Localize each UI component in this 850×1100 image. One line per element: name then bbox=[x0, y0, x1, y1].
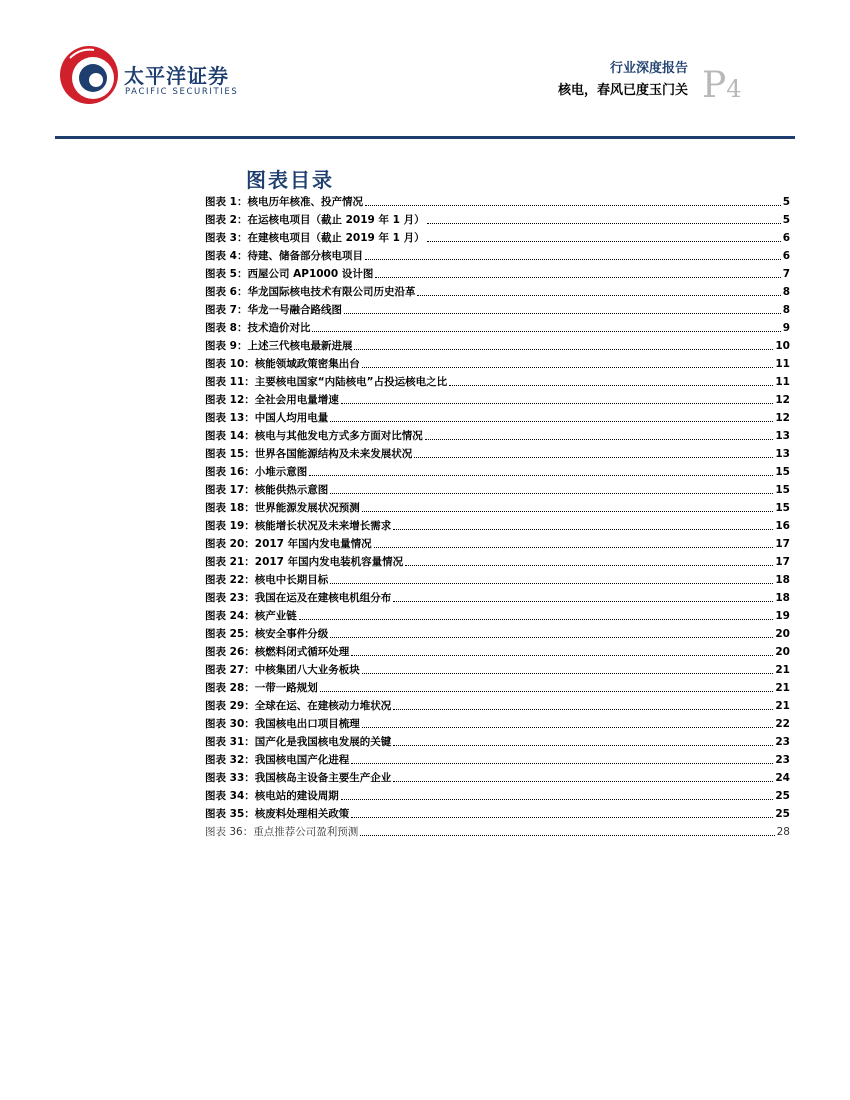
toc-entry[interactable] bbox=[205, 805, 790, 823]
toc-entry-page: 13 bbox=[775, 448, 790, 460]
toc-entry-page: 25 bbox=[775, 808, 790, 820]
toc-entry-page: 15 bbox=[775, 484, 790, 496]
toc-entry-page: 21 bbox=[775, 682, 790, 694]
toc-entry-label: 图表 31：国产化是我国核电发展的关键 bbox=[205, 736, 392, 748]
toc-entry[interactable] bbox=[205, 823, 790, 841]
toc-entry[interactable] bbox=[205, 229, 790, 247]
toc-entry-page: 25 bbox=[775, 790, 790, 802]
toc-entry-label: 图表 36：重点推荐公司盈利预测 bbox=[205, 826, 359, 838]
toc-entry-label: 图表 30：我国核电出口项目梳理 bbox=[205, 718, 360, 730]
toc-leader-dots bbox=[362, 366, 774, 368]
toc-entry[interactable] bbox=[205, 589, 790, 607]
toc-entry[interactable] bbox=[205, 679, 790, 697]
toc-entry-label: 图表 22：核电中长期目标 bbox=[205, 574, 329, 586]
toc-entry[interactable] bbox=[205, 409, 790, 427]
toc-leader-dots bbox=[312, 330, 780, 332]
toc-entry[interactable] bbox=[205, 283, 790, 301]
brand-name-cn: 太平洋证券 bbox=[124, 64, 229, 88]
toc-entry[interactable] bbox=[205, 319, 790, 337]
toc-entry-label: 图表 7：华龙一号融合路线图 bbox=[205, 304, 342, 316]
toc-entry-label: 图表 28：一带一路规划 bbox=[205, 682, 318, 694]
page-digit: 4 bbox=[726, 75, 742, 103]
toc-leader-dots bbox=[362, 726, 774, 728]
toc-entry-page: 23 bbox=[775, 736, 790, 748]
toc-entry[interactable] bbox=[205, 787, 790, 805]
toc-leader-dots bbox=[375, 276, 780, 278]
report-type: 行业深度报告 bbox=[609, 61, 688, 76]
toc-entry-label: 图表 13：中国人均用电量 bbox=[205, 412, 329, 424]
toc-entry-page: 22 bbox=[775, 718, 790, 730]
toc-entry-page: 20 bbox=[775, 646, 790, 658]
toc-entry-page: 8 bbox=[782, 286, 790, 298]
toc-leader-dots bbox=[427, 222, 781, 224]
toc-entry-page: 18 bbox=[775, 592, 790, 604]
toc-entry-label: 图表 8：技术造价对比 bbox=[205, 322, 311, 334]
toc-leader-dots bbox=[330, 420, 773, 422]
toc-entry[interactable] bbox=[205, 769, 790, 787]
report-title: 核电，春风已度玉门关 bbox=[557, 83, 688, 98]
toc-entry-page: 17 bbox=[775, 538, 790, 550]
toc-leader-dots bbox=[351, 654, 773, 656]
toc-entry-page: 23 bbox=[775, 754, 790, 766]
toc-entry[interactable] bbox=[205, 733, 790, 751]
toc-entry-page: 10 bbox=[775, 340, 790, 352]
toc-entry-page: 13 bbox=[775, 430, 790, 442]
toc-entry-label: 图表 2：在运核电项目（截止 2019 年 1 月） bbox=[205, 214, 425, 226]
toc-entry-label: 图表 19：核能增长状况及未来增长需求 bbox=[205, 520, 392, 532]
toc-leader-dots bbox=[393, 780, 773, 782]
toc-entry-page: 8 bbox=[782, 304, 790, 316]
toc-leader-dots bbox=[299, 618, 774, 620]
toc-leader-dots bbox=[344, 312, 781, 314]
toc-entry-label: 图表 20：2017 年国内发电量情况 bbox=[205, 538, 372, 550]
toc-entry-label: 图表 3：在建核电项目（截止 2019 年 1 月） bbox=[205, 232, 425, 244]
toc-entry-page: 11 bbox=[775, 358, 790, 370]
toc-entry-label: 图表 32：我国核电国产化进程 bbox=[205, 754, 350, 766]
toc-entry-label: 图表 34：核电站的建设周期 bbox=[205, 790, 339, 802]
toc-entry-label: 图表 23：我国在运及在建核电机组分布 bbox=[205, 592, 392, 604]
toc-entry-label: 图表 27：中核集团八大业务板块 bbox=[205, 664, 360, 676]
toc-leader-dots bbox=[362, 672, 774, 674]
toc-entry-page: 12 bbox=[775, 394, 790, 406]
toc-entry-label: 图表 6：华龙国际核电技术有限公司历史沿革 bbox=[205, 286, 416, 298]
toc-entry[interactable] bbox=[205, 211, 790, 229]
toc-entry[interactable] bbox=[205, 391, 790, 409]
toc-entry-page: 21 bbox=[775, 700, 790, 712]
toc-entry[interactable] bbox=[205, 499, 790, 517]
toc-entry-label: 图表 15：世界各国能源结构及未来发展状况 bbox=[205, 448, 413, 460]
toc-entry[interactable] bbox=[205, 301, 790, 319]
toc-entry-page: 28 bbox=[776, 826, 790, 838]
toc-entry-label: 图表 10：核能领域政策密集出台 bbox=[205, 358, 360, 370]
toc-entry-label: 图表 18：世界能源发展状况预测 bbox=[205, 502, 360, 514]
brand-name-en: PACIFIC SECURITIES bbox=[125, 87, 239, 97]
toc-entry-label: 图表 11：主要核电国家“内陆核电”占投运核电之比 bbox=[205, 376, 448, 388]
toc-entry-page: 20 bbox=[775, 628, 790, 640]
toc-leader-dots bbox=[330, 636, 773, 638]
toc-entry-label: 图表 16：小堆示意图 bbox=[205, 466, 308, 478]
toc-entry-label: 图表 4：待建、储备部分核电项目 bbox=[205, 250, 363, 262]
toc-leader-dots bbox=[414, 456, 773, 458]
toc-leader-dots bbox=[341, 798, 774, 800]
toc-entry-label: 图表 21：2017 年国内发电装机容量情况 bbox=[205, 556, 404, 568]
toc-entry-label: 图表 12：全社会用电量增速 bbox=[205, 394, 339, 406]
toc-leader-dots bbox=[320, 690, 774, 692]
toc-leader-dots bbox=[360, 834, 774, 836]
toc-leader-dots bbox=[425, 438, 774, 440]
toc-entry[interactable] bbox=[205, 481, 790, 499]
toc-entry[interactable] bbox=[205, 355, 790, 373]
toc-entry[interactable] bbox=[205, 247, 790, 265]
toc-list bbox=[205, 193, 790, 841]
brand-logo-icon bbox=[58, 44, 120, 106]
toc-entry[interactable] bbox=[205, 661, 790, 679]
toc-entry-page: 6 bbox=[782, 232, 790, 244]
toc-leader-dots bbox=[351, 762, 773, 764]
toc-entry-page: 17 bbox=[775, 556, 790, 568]
toc-entry-label: 图表 25：核安全事件分级 bbox=[205, 628, 329, 640]
toc-leader-dots bbox=[330, 582, 773, 584]
page-number bbox=[702, 65, 742, 106]
toc-entry-label: 图表 24：核产业链 bbox=[205, 610, 297, 622]
toc-leader-dots bbox=[393, 744, 773, 746]
toc-entry-label: 图表 5：西屋公司 AP1000 设计图 bbox=[205, 268, 374, 280]
toc-entry[interactable] bbox=[205, 427, 790, 445]
toc-entry-page: 18 bbox=[775, 574, 790, 586]
toc-entry[interactable] bbox=[205, 571, 790, 589]
toc-leader-dots bbox=[393, 600, 773, 602]
toc-entry[interactable] bbox=[205, 643, 790, 661]
toc-leader-dots bbox=[449, 384, 773, 386]
toc-entry-page: 6 bbox=[782, 250, 790, 262]
toc-entry-label: 图表 1：核电历年核准、投产情况 bbox=[205, 196, 363, 208]
toc-leader-dots bbox=[365, 258, 781, 260]
toc-leader-dots bbox=[362, 510, 774, 512]
toc-entry[interactable] bbox=[205, 553, 790, 571]
toc-leader-dots bbox=[351, 816, 773, 818]
toc-entry-page: 15 bbox=[775, 466, 790, 478]
toc-entry-label: 图表 29：全球在运、在建核动力堆状况 bbox=[205, 700, 392, 712]
toc-entry-label: 图表 17：核能供热示意图 bbox=[205, 484, 329, 496]
toc-leader-dots bbox=[405, 564, 773, 566]
header-divider bbox=[55, 136, 795, 139]
toc-entry-page: 21 bbox=[775, 664, 790, 676]
toc-leader-dots bbox=[365, 204, 781, 206]
toc-leader-dots bbox=[374, 546, 774, 548]
toc-entry[interactable] bbox=[205, 265, 790, 283]
toc-entry[interactable] bbox=[205, 697, 790, 715]
toc-entry-label: 图表 14：核电与其他发电方式多方面对比情况 bbox=[205, 430, 423, 442]
toc-leader-dots bbox=[393, 708, 773, 710]
toc-leader-dots bbox=[341, 402, 774, 404]
toc-entry-page: 5 bbox=[782, 214, 790, 226]
toc-entry-page: 9 bbox=[782, 322, 790, 334]
toc-leader-dots bbox=[330, 492, 773, 494]
toc-entry[interactable] bbox=[205, 337, 790, 355]
toc-entry[interactable] bbox=[205, 535, 790, 553]
toc-entry[interactable] bbox=[205, 373, 790, 391]
toc-entry[interactable] bbox=[205, 517, 790, 535]
toc-heading: 图表目录 bbox=[246, 168, 334, 192]
toc-entry-page: 12 bbox=[775, 412, 790, 424]
toc-leader-dots bbox=[309, 474, 773, 476]
page-letter: P bbox=[702, 65, 727, 106]
toc-entry-page: 15 bbox=[775, 502, 790, 514]
toc-entry[interactable] bbox=[205, 751, 790, 769]
toc-entry-label: 图表 33：我国核岛主设备主要生产企业 bbox=[205, 772, 392, 784]
toc-entry-page: 5 bbox=[782, 196, 790, 208]
toc-entry[interactable] bbox=[205, 463, 790, 481]
toc-entry-page: 19 bbox=[775, 610, 790, 622]
toc-entry-page: 11 bbox=[775, 376, 790, 388]
toc-entry-label: 图表 35：核废料处理相关政策 bbox=[205, 808, 350, 820]
toc-entry-page: 24 bbox=[775, 772, 790, 784]
toc-entry[interactable] bbox=[205, 445, 790, 463]
toc-entry-page: 7 bbox=[782, 268, 790, 280]
toc-entry-page: 16 bbox=[775, 520, 790, 532]
toc-entry[interactable] bbox=[205, 607, 790, 625]
toc-entry-label: 图表 26：核燃料闭式循环处理 bbox=[205, 646, 350, 658]
toc-entry-label: 图表 9：上述三代核电最新进展 bbox=[205, 340, 353, 352]
toc-leader-dots bbox=[393, 528, 773, 530]
toc-leader-dots bbox=[417, 294, 780, 296]
toc-entry[interactable] bbox=[205, 715, 790, 733]
toc-leader-dots bbox=[354, 348, 773, 350]
toc-entry[interactable] bbox=[205, 193, 790, 211]
toc-entry[interactable] bbox=[205, 625, 790, 643]
toc-leader-dots bbox=[427, 240, 781, 242]
